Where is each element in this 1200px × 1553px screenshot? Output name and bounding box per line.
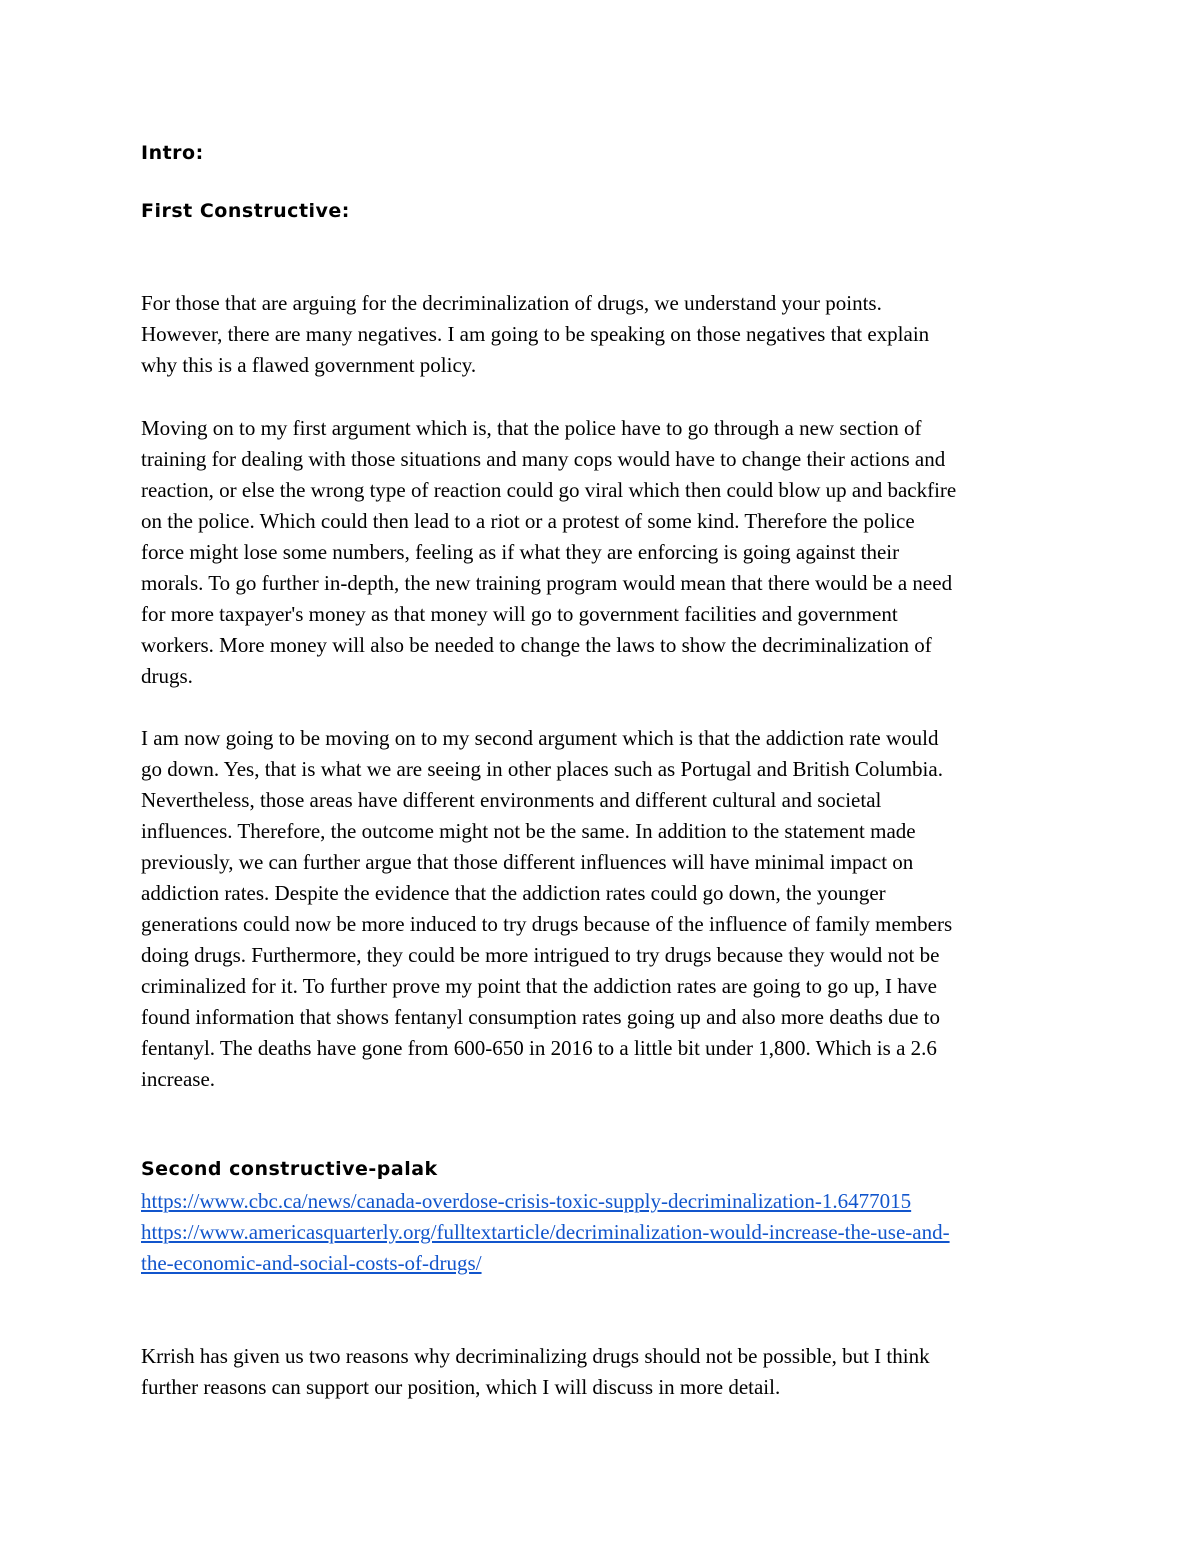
americas-quarterly-link[interactable]: https://www.americasquarterly.org/fulltextarticle/decriminalization-would-increase-the-use-and- bbox=[141, 1220, 950, 1244]
paragraph-line: morals. To go further in-depth, the new training program would mean that there would be a need bbox=[141, 571, 953, 595]
paragraph-line: drugs. bbox=[141, 664, 193, 688]
paragraph-line: However, there are many negatives. I am going to be speaking on those negatives that explain bbox=[141, 322, 930, 346]
paragraph-opening bbox=[141, 288, 1071, 381]
paragraph-line: increase. bbox=[141, 1067, 216, 1091]
paragraph-line: previously, we can further argue that those different influences will have minimal impact on bbox=[141, 850, 914, 874]
paragraph-line: force might lose some numbers, feeling as if what they are enforcing is going against their bbox=[141, 540, 900, 564]
paragraph-line: doing drugs. Furthermore, they could be more intrigued to try drugs because they would not be bbox=[141, 943, 940, 967]
cbc-link[interactable]: https://www.cbc.ca/news/canada-overdose-crisis-toxic-supply-decriminalization-1.6477015 bbox=[141, 1189, 912, 1213]
paragraph-krrish bbox=[141, 1341, 1071, 1403]
paragraph-line: go down. Yes, that is what we are seeing in other places such as Portugal and British Columbia. bbox=[141, 757, 943, 781]
paragraph-line: criminalized for it. To further prove my point that the addiction rates are going to go up, I have bbox=[141, 974, 937, 998]
paragraph-line: generations could now be more induced to try drugs because of the influence of family members bbox=[141, 912, 953, 936]
reference-links bbox=[141, 1186, 1071, 1279]
second-constructive-heading: Second constructive-palak bbox=[141, 1158, 438, 1180]
paragraph-first-argument bbox=[141, 413, 1071, 692]
paragraph-line: fentanyl. The deaths have gone from 600-650 in 2016 to a little bit under 1,800. Which is a 2.6 bbox=[141, 1036, 937, 1060]
paragraph-line: on the police. Which could then lead to a riot or a protest of some kind. Therefore the police bbox=[141, 509, 915, 533]
paragraph-line: further reasons can support our position, which I will discuss in more detail. bbox=[141, 1375, 781, 1399]
paragraph-line: workers. More money will also be needed to change the laws to show the decriminalization of bbox=[141, 633, 932, 657]
first-constructive-heading: First Constructive: bbox=[141, 200, 350, 222]
intro-heading: Intro: bbox=[141, 142, 204, 164]
paragraph-line: reaction, or else the wrong type of reaction could go viral which then could blow up and backfire bbox=[141, 478, 957, 502]
paragraph-second-argument bbox=[141, 723, 1071, 1095]
paragraph-line: found information that shows fentanyl consumption rates going up and also more deaths due to bbox=[141, 1005, 941, 1029]
paragraph-line: I am now going to be moving on to my second argument which is that the addiction rate would bbox=[141, 726, 939, 750]
paragraph-line: addiction rates. Despite the evidence that the addiction rates could go down, the younger bbox=[141, 881, 886, 905]
paragraph-line: why this is a flawed government policy. bbox=[141, 353, 477, 377]
paragraph-line: Moving on to my first argument which is, that the police have to go through a new section of bbox=[141, 416, 922, 440]
paragraph-line: Nevertheless, those areas have different environments and different cultural and societal bbox=[141, 788, 882, 812]
paragraph-line: Krrish has given us two reasons why decriminalizing drugs should not be possible, but I think bbox=[141, 1344, 930, 1368]
paragraph-line: for more taxpayer's money as that money will go to government facilities and government bbox=[141, 602, 898, 626]
americas-quarterly-link-continued[interactable]: the-economic-and-social-costs-of-drugs/ bbox=[141, 1251, 482, 1275]
paragraph-line: influences. Therefore, the outcome might not be the same. In addition to the statement made bbox=[141, 819, 916, 843]
paragraph-line: For those that are arguing for the decriminalization of drugs, we understand your points. bbox=[141, 291, 882, 315]
paragraph-line: training for dealing with those situations and many cops would have to change their actions and bbox=[141, 447, 946, 471]
